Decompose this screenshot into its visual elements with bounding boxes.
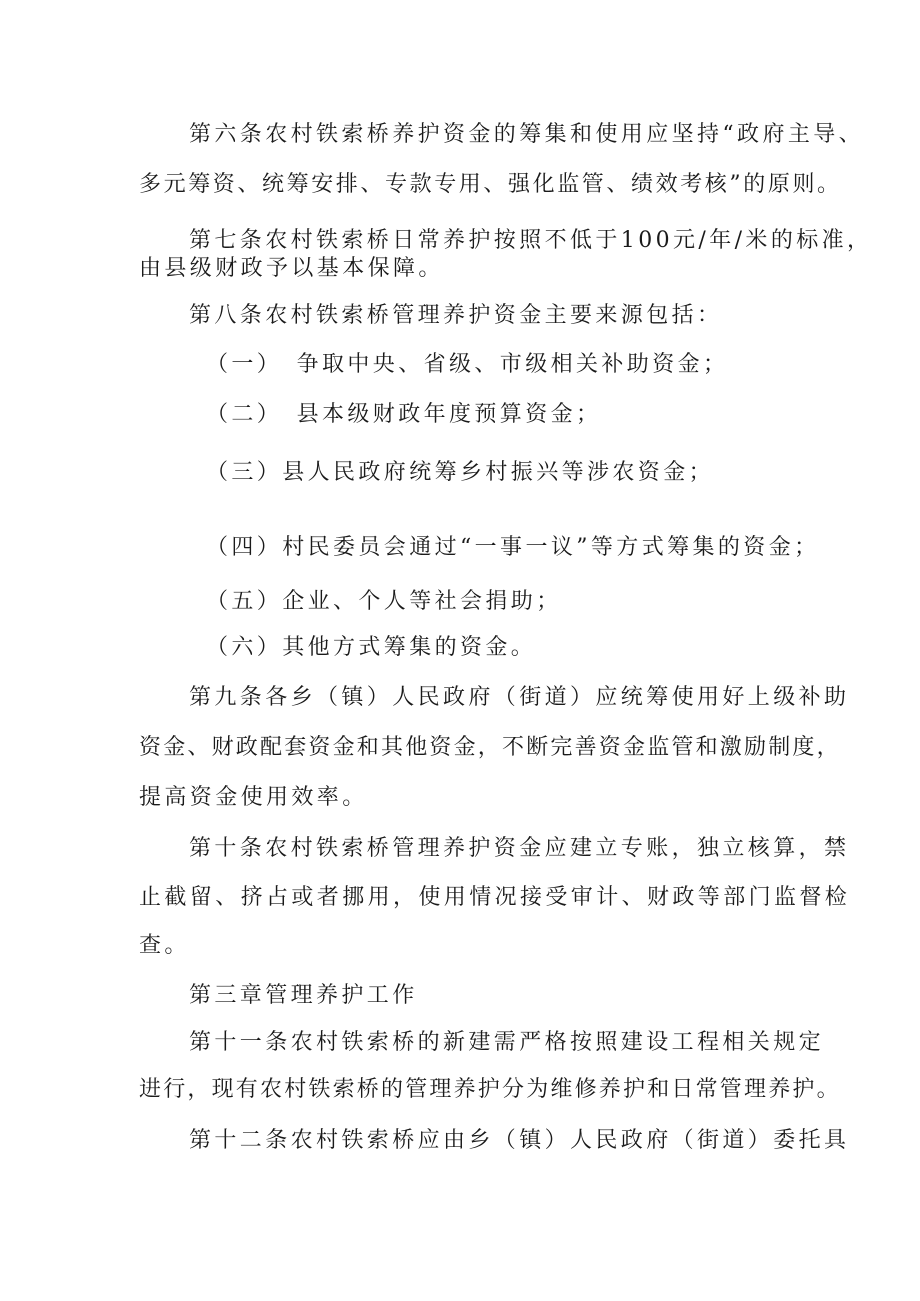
article-9-line-2: 资金、财政配套资金和其他资金，不断完善资金监管和激励制度， <box>139 735 841 760</box>
article-8-heading: 第八条农村铁索桥管理养护资金主要来源包括： <box>189 303 723 328</box>
article-8-item-4: （四）村民委员会通过“一事一议”等方式筹集的资金； <box>206 535 820 560</box>
article-10-line-3: 查。 <box>139 933 190 958</box>
chapter-3-heading: 第三章管理养护工作 <box>189 983 418 1008</box>
article-6-line-2: 多元筹资、统筹安排、专款专用、强化监管、绩效考核”的原则。 <box>139 172 842 197</box>
article-9-line-3: 提高资金使用效率。 <box>139 785 368 810</box>
article-10-line-1: 第十条农村铁索桥管理养护资金应建立专账，独立核算，禁 <box>189 836 850 861</box>
article-7-line-1: 第七条农村铁索桥日常养护按照不低于100元/年/米的标准， <box>189 228 873 253</box>
article-6-line-1: 第六条农村铁索桥养护资金的筹集和使用应坚持“政府主导、 <box>189 122 865 147</box>
article-9-line-1: 第九条各乡（镇）人民政府（街道）应统筹使用好上级补助 <box>189 685 850 710</box>
article-11-line-2: 进行，现有农村铁索桥的管理养护分为维修养护和日常管理养护。 <box>139 1077 841 1102</box>
article-12-line-1: 第十二条农村铁索桥应由乡（镇）人民政府（街道）委托具 <box>189 1128 850 1153</box>
article-8-item-6: （六）其他方式筹集的资金。 <box>206 635 537 660</box>
article-8-item-5: （五）企业、个人等社会捐助； <box>206 589 562 614</box>
article-8-item-1: （一） 争取中央、省级、市级相关补助资金； <box>206 352 729 377</box>
article-8-item-3: （三）县人民政府统筹乡村振兴等涉农资金； <box>206 460 715 485</box>
article-7-line-2: 由县级财政予以基本保障。 <box>139 256 444 281</box>
article-10-line-2: 止截留、挤占或者挪用，使用情况接受审计、财政等部门监督检 <box>139 885 851 910</box>
article-11-line-1: 第十一条农村铁索桥的新建需严格按照建设工程相关规定 <box>189 1030 825 1055</box>
article-8-item-2: （二） 县本级财政年度预算资金； <box>206 402 602 427</box>
